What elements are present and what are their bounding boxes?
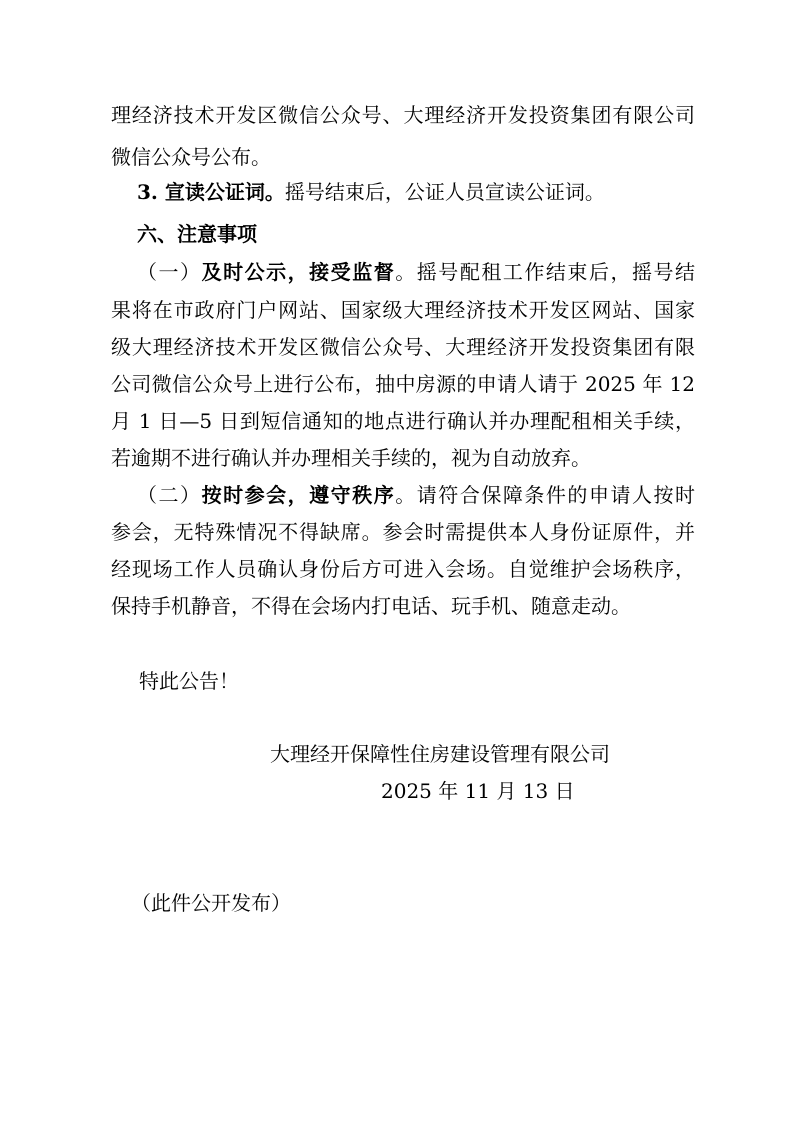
sub2-line1-rest: 请符合保障条件的申请人按时 xyxy=(416,483,696,507)
sub2-label: （二） xyxy=(137,483,202,507)
sub2-first-line xyxy=(137,481,695,509)
release-note: （此件公开发布） xyxy=(131,891,291,915)
item-3-title: 3. 宣读公证词。 xyxy=(137,180,285,204)
paragraph-line: 级大理经济技术开发区微信公众号、大理经济开发投资集团有限 xyxy=(111,335,695,359)
sub1-title-end: 。 xyxy=(395,260,417,284)
item-3-text: 摇号结束后，公证人员宣读公证词。 xyxy=(284,180,605,204)
closing-notice: 特此公告！ xyxy=(139,669,239,693)
sub1-label: （一） xyxy=(137,260,202,284)
sub1-first-line xyxy=(137,258,695,286)
section-heading: 六、注意事项 xyxy=(137,222,257,246)
issuing-organization: 大理经开保障性住房建设管理有限公司 xyxy=(270,742,610,766)
paragraph-line: 果将在市政府门户网站、国家级大理经济技术开发区网站、国家 xyxy=(111,298,695,322)
paragraph-line: 理经济技术开发区微信公众号、大理经济开发投资集团有限公司 xyxy=(111,103,695,127)
paragraph-line: 经现场工作人员确认身份后方可进入会场。自觉维护会场秩序， xyxy=(111,557,695,581)
paragraph-line: 参会，无特殊情况不得缺席。参会时需提供本人身份证原件，并 xyxy=(111,520,695,544)
sub2-title-end: 。 xyxy=(395,483,417,507)
item-3 xyxy=(137,178,695,206)
sub2-title: 按时参会，遵守秩序 xyxy=(201,483,396,507)
sub1-title: 及时公示，接受监督 xyxy=(201,260,396,284)
paragraph-line: 月 1 日—5 日到短信通知的地点进行确认并办理配租相关手续， xyxy=(111,409,695,433)
paragraph-line: 微信公众号公布。 xyxy=(111,145,271,169)
paragraph-line: 若逾期不进行确认并办理相关手续的，视为自动放弃。 xyxy=(111,446,591,470)
issue-date: 2025 年 11 月 13 日 xyxy=(381,779,575,803)
paragraph-line: 保持手机静音，不得在会场内打电话、玩手机、随意走动。 xyxy=(111,594,631,618)
paragraph-line: 公司微信公众号上进行公布，抽中房源的申请人请于 2025 年 12 xyxy=(111,372,695,396)
sub1-line1-rest: 摇号配租工作结束后，摇号结 xyxy=(416,260,696,284)
